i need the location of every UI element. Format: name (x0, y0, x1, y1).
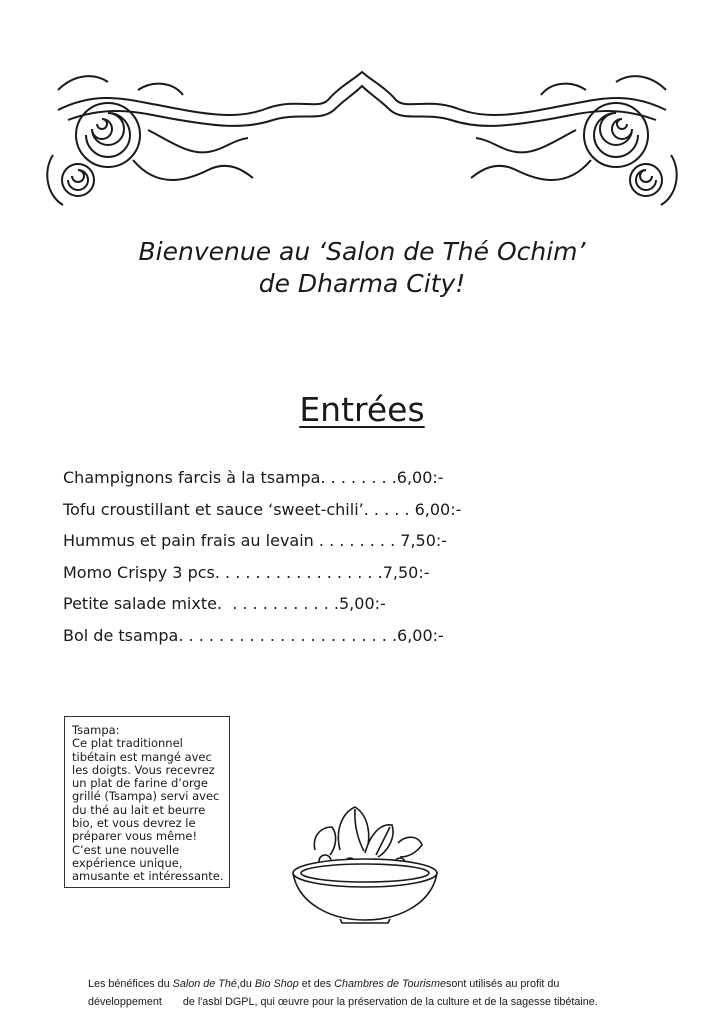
note-line: les doigts. Vous recevrez (72, 762, 215, 777)
footer-bio-shop: Bio Shop (254, 978, 299, 990)
footer-note (88, 975, 648, 1011)
note-line: amusante et intéressante. (72, 869, 224, 884)
footer-chambres: Chambres de Tourisme (334, 978, 446, 990)
footer-text: Les bénéfices du (88, 978, 173, 990)
tibetan-ornament-icon (38, 60, 686, 210)
note-line: préparer vous même! (72, 829, 198, 844)
note-line: expérience unique, (72, 855, 183, 870)
menu-item: Petite salade mixte. . . . . . . . . . . .5,00:- (63, 594, 386, 613)
footer-salon-name: Salon de Thé (172, 978, 237, 990)
note-line: un plat de farine d’orge (72, 776, 208, 791)
note-line: grillé (Tsampa) servi avec (72, 789, 220, 804)
note-line: du thé au lait et beurre (72, 802, 206, 817)
welcome-line-1: Bienvenue au ‘Salon de Thé Ochim’ (138, 237, 586, 266)
note-line: Tsampa: (72, 723, 120, 737)
section-title: Entrées (299, 390, 425, 429)
menu-list (63, 465, 461, 654)
note-line: tibétain est mangé avec (72, 749, 212, 764)
footer-line-2: développement de l'asbl DGPL, qui œuvre pour la préservation de la culture et de la sagesse tibétaine. (88, 996, 598, 1008)
note-line: Ce plat traditionnel (72, 736, 183, 751)
menu-item: Champignons farcis à la tsampa. . . . . . . .6,00:- (63, 468, 444, 487)
menu-item: Momo Crispy 3 pcs. . . . . . . . . . . . . . . . .7,50:- (63, 562, 430, 582)
note-line: bio, et vous devrez le (72, 816, 196, 831)
footer-line-1 (88, 975, 648, 993)
menu-item: Hummus et pain frais au levain . . . . . . . . 7,50:- (63, 531, 448, 550)
menu-item: Bol de tsampa. . . . . . . . . . . . . . . . . . . . . .6,00:- (63, 625, 444, 645)
note-line: C’est une nouvelle (72, 842, 180, 857)
menu-item: Tofu croustillant et sauce ‘sweet-chili’. . . . . 6,00:- (63, 499, 462, 519)
footer-text: et des (298, 978, 335, 990)
footer-text: sont utilisés au profit du (445, 978, 560, 990)
tsampa-note-box (64, 716, 230, 888)
welcome-line-2: de Dharma City! (258, 269, 466, 298)
salad-bowl-icon (280, 795, 450, 925)
footer-text: ,du (236, 978, 255, 990)
